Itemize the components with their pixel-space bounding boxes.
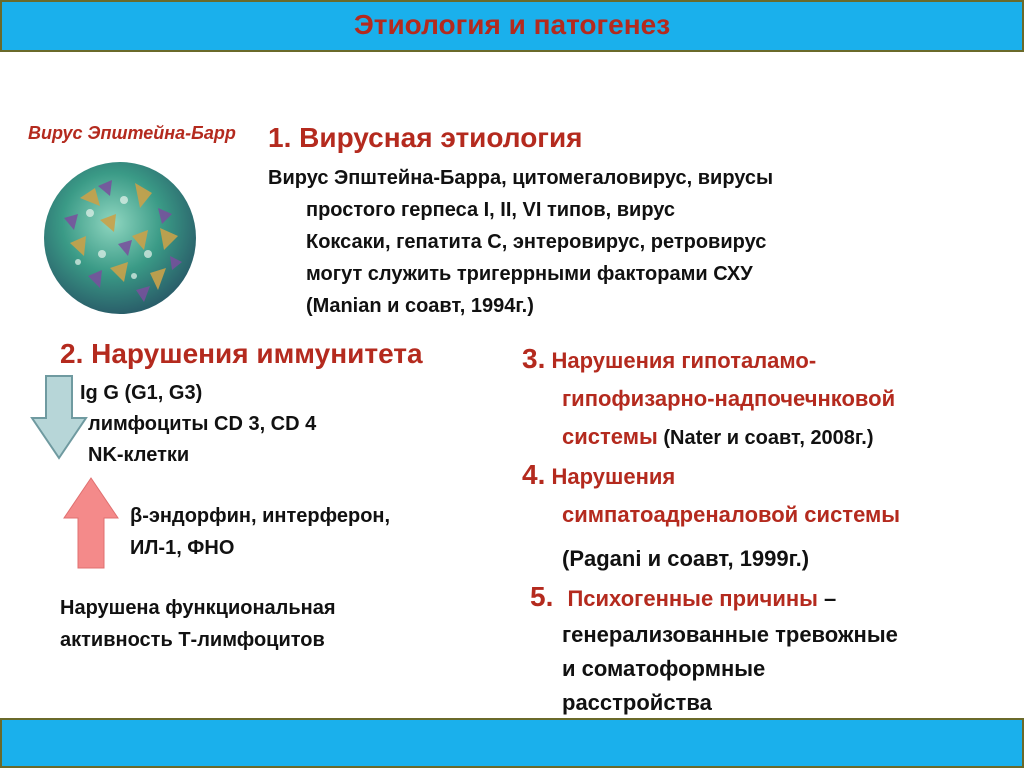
virus-illustration [40,158,200,318]
increase-arrow-icon [62,476,120,570]
section5-number: 5. [530,581,554,612]
decreased-item: лимфоциты CD 3, CD 4 [88,413,317,435]
conclusion-line: Нарушена функциональная [60,597,336,619]
section5-line4: расстройства [562,690,712,715]
section4-line1: Нарушения [551,464,676,489]
section1-line: Вирус Эпштейна-Барра, цитомегаловирус, вирусы [268,167,774,189]
section3-number: 3. [522,343,546,374]
decreased-item: Ig G (G1, G3) [80,382,203,404]
section1-heading: 1. Вирусная этиология [268,122,583,153]
section5-line1: Психогенные причины [567,586,818,611]
section4 [522,456,900,578]
section1-line: могут служить тригеррными факторами СХУ [306,263,753,285]
section4-number: 4. [522,459,546,490]
section5 [530,578,898,720]
section1-line: (Manian и соавт, 1994г.) [306,295,534,317]
section1-line: простого герпеса I, II, VI типов, вирус [306,199,676,221]
section3-line1: Нарушения гипоталамо- [551,348,817,373]
virus-caption: Вирус Эпштейна-Барр [28,123,236,143]
section5-line2: генерализованные тревожные [562,622,898,647]
section3-line2: гипофизарно-надпочечнковой [562,386,896,411]
section5-line3: и соматоформные [562,656,766,681]
footer-bar [0,718,1024,768]
decreased-item: NK-клетки [88,444,190,466]
increased-item: β-эндорфин, интерферон, [130,505,391,527]
conclusion-line: активность Т-лимфоцитов [60,629,325,651]
section4-reference: (Pagani и соавт, 1999г.) [562,546,810,571]
decreased-list [80,378,316,471]
section3 [522,340,895,457]
section3-reference: (Nater и соавт, 2008г.) [657,427,874,449]
section1-text [268,162,958,322]
section4-line2: симпатоадреналовой системы [562,502,901,527]
slide-title: Этиология и патогенез [353,9,671,40]
section2-heading: 2. Нарушения иммунитета [60,338,423,369]
section5-dash: – [817,586,837,611]
section1-line: Коксаки, гепатита С, энтеровирус, ретровирус [306,231,767,253]
increased-item: ИЛ-1, ФНО [130,537,235,559]
tcell-conclusion [60,592,336,656]
section3-line3: системы [562,424,658,449]
increased-list [130,500,390,564]
